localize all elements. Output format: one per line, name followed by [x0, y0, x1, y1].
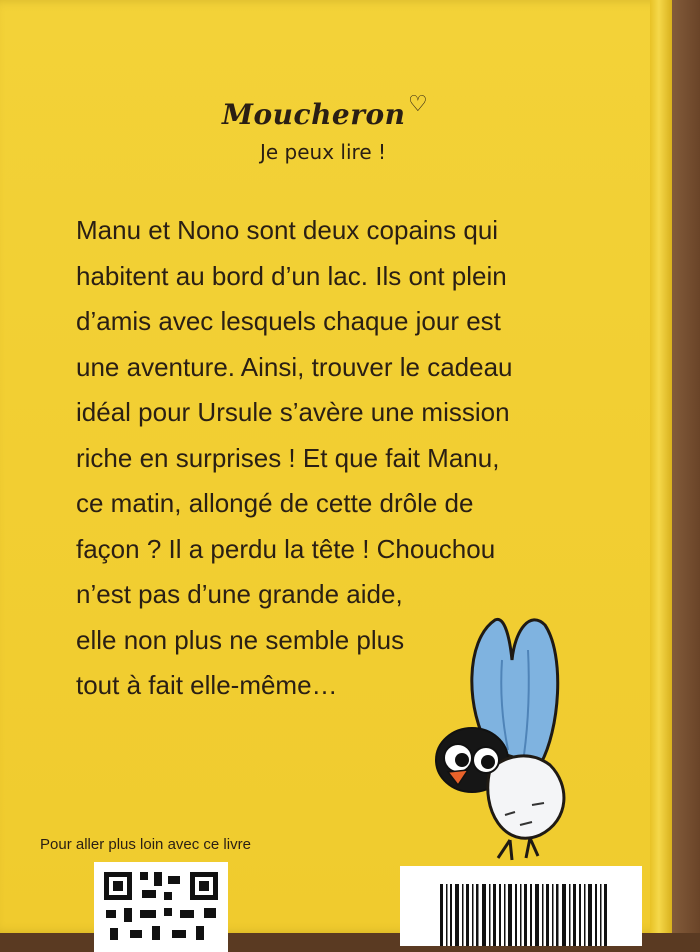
blurb-line: habitent au bord d’un lac. Ils ont plein: [76, 260, 507, 291]
blurb-line: Manu et Nono sont deux copains qui: [76, 215, 499, 245]
more-with-book-label: Pour aller plus loin avec ce livre: [40, 836, 251, 853]
cover-spine-edge: [650, 0, 672, 933]
blurb-line: elle non plus ne semble plus: [76, 624, 405, 655]
blurb-line: façon ? Il a perdu la tête ! Chouchou: [76, 533, 496, 564]
brand-logo: Moucheron: [222, 98, 406, 131]
barcode: [400, 866, 642, 946]
blurb-line: d’amis avec lesquels chaque jour est: [76, 306, 501, 336]
qr-code[interactable]: [94, 862, 228, 952]
blurb-line: ce matin, allongé de cette drôle de: [76, 488, 474, 518]
blurb-line: une aventure. Ainsi, trouver le cadeau: [76, 351, 513, 382]
blurb-line: n’est pas d’une grande aide,: [76, 579, 403, 609]
blurb-line: idéal pour Ursule s’avère une mission: [76, 397, 510, 427]
heart-icon: ♡: [408, 92, 428, 117]
blurb-line: riche en surprises ! Et que fait Manu,: [76, 442, 500, 473]
blurb-line: tout à fait elle-même…: [76, 670, 338, 700]
brand-tagline: Je peux lire !: [260, 140, 387, 164]
bird-illustration: [420, 600, 580, 870]
